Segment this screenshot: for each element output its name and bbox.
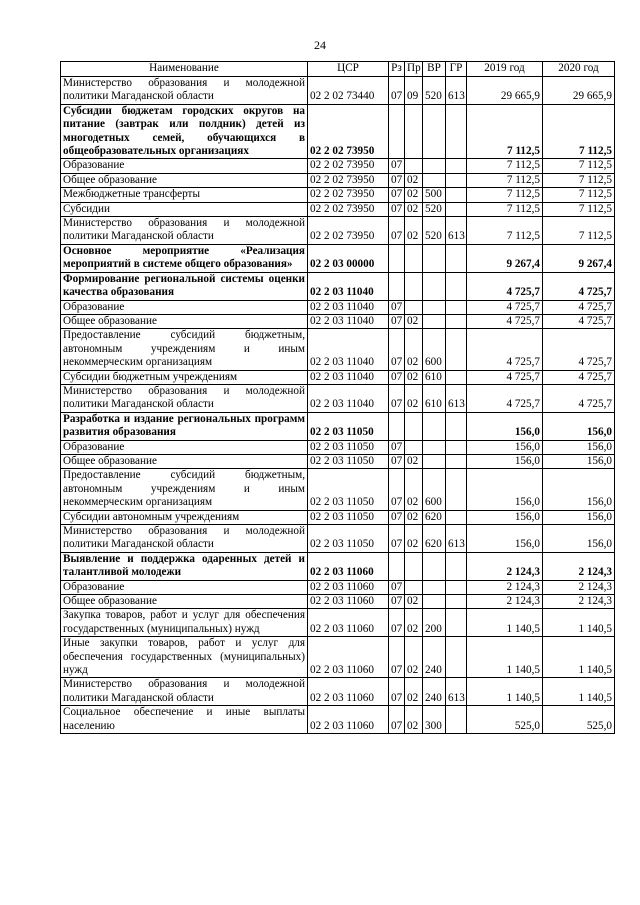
- header-2019: 2019 год: [467, 62, 543, 77]
- cell-gr: [446, 104, 467, 159]
- cell-2020: 7 112,5: [543, 202, 615, 216]
- cell-gr: [446, 706, 467, 734]
- cell-vr: [423, 552, 446, 580]
- cell-vr: [423, 454, 446, 468]
- cell-2019: 29 665,9: [467, 77, 543, 105]
- cell-pr: [405, 580, 423, 594]
- cell-rz: 07: [389, 510, 405, 524]
- table-row: [61, 202, 615, 216]
- cell-2019: 7 112,5: [467, 188, 543, 202]
- cell-rz: [389, 272, 405, 300]
- cell-rz: [389, 552, 405, 580]
- cell-rz: 07: [389, 173, 405, 187]
- cell-gr: [446, 188, 467, 202]
- cell-2019: 156,0: [467, 525, 543, 553]
- table-row: [61, 609, 615, 637]
- cell-2019: 7 112,5: [467, 159, 543, 173]
- cell-csr: 02 2 02 73950: [308, 202, 389, 216]
- cell-pr: [405, 272, 423, 300]
- cell-pr: 02: [405, 384, 423, 412]
- cell-pr: 02: [405, 525, 423, 553]
- cell-pr: [405, 412, 423, 440]
- cell-2020: 1 140,5: [543, 678, 615, 706]
- cell-2020: 525,0: [543, 706, 615, 734]
- cell-name: Субсидии бюджетам городских округов на питание (завтрак или полдник) детей из многодетных семей, обучающихся в общеобразовательных организациях: [61, 104, 308, 159]
- cell-vr: 300: [423, 706, 446, 734]
- cell-rz: 07: [389, 580, 405, 594]
- cell-pr: 02: [405, 314, 423, 328]
- cell-gr: [446, 314, 467, 328]
- cell-pr: 02: [405, 370, 423, 384]
- cell-2020: 7 112,5: [543, 217, 615, 245]
- cell-2020: 156,0: [543, 510, 615, 524]
- cell-gr: 613: [446, 678, 467, 706]
- cell-rz: 07: [389, 595, 405, 609]
- cell-name: Межбюджетные трансферты: [61, 188, 308, 202]
- cell-rz: 07: [389, 384, 405, 412]
- cell-gr: [446, 440, 467, 454]
- table-row: [61, 159, 615, 173]
- cell-name: Министерство образования и молодежной политики Магаданской области: [61, 678, 308, 706]
- cell-vr: 610: [423, 384, 446, 412]
- cell-gr: [446, 244, 467, 272]
- cell-gr: [446, 173, 467, 187]
- cell-2020: 7 112,5: [543, 104, 615, 159]
- cell-name: Общее образование: [61, 173, 308, 187]
- header-gr: ГР: [446, 62, 467, 77]
- header-rz: Рз: [389, 62, 405, 77]
- cell-rz: 07: [389, 314, 405, 328]
- cell-rz: 07: [389, 637, 405, 678]
- table-row: [61, 77, 615, 105]
- cell-rz: 07: [389, 217, 405, 245]
- cell-rz: 07: [389, 159, 405, 173]
- cell-2020: 9 267,4: [543, 244, 615, 272]
- table-row: [61, 370, 615, 384]
- cell-2019: 2 124,3: [467, 552, 543, 580]
- cell-pr: [405, 552, 423, 580]
- cell-vr: [423, 104, 446, 159]
- cell-csr: 02 2 03 11040: [308, 370, 389, 384]
- cell-2019: 525,0: [467, 706, 543, 734]
- cell-2019: 4 725,7: [467, 384, 543, 412]
- cell-2020: 7 112,5: [543, 159, 615, 173]
- cell-csr: 02 2 03 11050: [308, 469, 389, 510]
- cell-vr: 620: [423, 525, 446, 553]
- cell-2019: 7 112,5: [467, 202, 543, 216]
- table-row: [61, 314, 615, 328]
- cell-name: Субсидии автономным учреждениям: [61, 510, 308, 524]
- budget-table: [60, 61, 615, 734]
- table-row: [61, 580, 615, 594]
- table-row: [61, 454, 615, 468]
- cell-2020: 1 140,5: [543, 637, 615, 678]
- cell-rz: [389, 104, 405, 159]
- cell-2019: 156,0: [467, 440, 543, 454]
- cell-csr: 02 2 03 11040: [308, 272, 389, 300]
- cell-vr: 520: [423, 217, 446, 245]
- cell-csr: 02 2 03 11050: [308, 440, 389, 454]
- cell-2019: 156,0: [467, 469, 543, 510]
- cell-name: Министерство образования и молодежной политики Магаданской области: [61, 384, 308, 412]
- cell-2020: 4 725,7: [543, 370, 615, 384]
- cell-name: Общее образование: [61, 314, 308, 328]
- cell-pr: 02: [405, 173, 423, 187]
- cell-rz: [389, 412, 405, 440]
- cell-2020: 4 725,7: [543, 329, 615, 370]
- cell-pr: [405, 159, 423, 173]
- cell-name: Министерство образования и молодежной политики Магаданской области: [61, 217, 308, 245]
- cell-2020: 4 725,7: [543, 272, 615, 300]
- cell-name: Формирование региональной системы оценки качества образования: [61, 272, 308, 300]
- cell-csr: 02 2 03 11060: [308, 637, 389, 678]
- cell-csr: 02 2 03 11060: [308, 609, 389, 637]
- cell-rz: 07: [389, 525, 405, 553]
- cell-pr: [405, 440, 423, 454]
- cell-csr: 02 2 03 11060: [308, 706, 389, 734]
- header-pr: Пр: [405, 62, 423, 77]
- table-row: [61, 469, 615, 510]
- cell-2020: 1 140,5: [543, 609, 615, 637]
- cell-gr: [446, 300, 467, 314]
- cell-rz: 07: [389, 440, 405, 454]
- cell-vr: 500: [423, 188, 446, 202]
- cell-2019: 1 140,5: [467, 637, 543, 678]
- cell-2019: 156,0: [467, 412, 543, 440]
- cell-csr: 02 2 02 73440: [308, 77, 389, 105]
- cell-pr: 02: [405, 217, 423, 245]
- cell-gr: [446, 595, 467, 609]
- cell-csr: 02 2 03 11040: [308, 384, 389, 412]
- cell-name: Социальное обеспечение и иные выплаты населению: [61, 706, 308, 734]
- cell-name: Основное мероприятие «Реализация мероприятий в системе общего образования»: [61, 244, 308, 272]
- table-row: [61, 217, 615, 245]
- cell-vr: [423, 314, 446, 328]
- cell-gr: [446, 469, 467, 510]
- cell-2020: 7 112,5: [543, 188, 615, 202]
- cell-2019: 1 140,5: [467, 678, 543, 706]
- cell-2020: 4 725,7: [543, 314, 615, 328]
- cell-name: Образование: [61, 440, 308, 454]
- cell-name: Субсидии: [61, 202, 308, 216]
- cell-vr: 200: [423, 609, 446, 637]
- cell-name: Министерство образования и молодежной политики Магаданской области: [61, 525, 308, 553]
- cell-2019: 4 725,7: [467, 370, 543, 384]
- cell-csr: 02 2 03 11060: [308, 552, 389, 580]
- cell-csr: 02 2 03 11050: [308, 525, 389, 553]
- cell-csr: 02 2 03 11050: [308, 412, 389, 440]
- cell-name: Предоставление субсидий бюджетным, автономным учреждениям и иным некоммерческим организациям: [61, 469, 308, 510]
- cell-gr: 613: [446, 77, 467, 105]
- cell-vr: 240: [423, 678, 446, 706]
- cell-gr: 613: [446, 384, 467, 412]
- cell-2020: 156,0: [543, 454, 615, 468]
- cell-gr: 613: [446, 217, 467, 245]
- cell-2019: 2 124,3: [467, 580, 543, 594]
- cell-pr: 02: [405, 329, 423, 370]
- header-csr: ЦСР: [308, 62, 389, 77]
- cell-csr: 02 2 03 11040: [308, 329, 389, 370]
- cell-name: Иные закупки товаров, работ и услуг для обеспечения государственных (муниципальных) нужд: [61, 637, 308, 678]
- cell-2020: 2 124,3: [543, 552, 615, 580]
- cell-pr: 02: [405, 706, 423, 734]
- cell-gr: 613: [446, 525, 467, 553]
- cell-2019: 4 725,7: [467, 300, 543, 314]
- cell-2020: 4 725,7: [543, 384, 615, 412]
- cell-gr: [446, 370, 467, 384]
- cell-csr: 02 2 03 11040: [308, 300, 389, 314]
- cell-gr: [446, 510, 467, 524]
- cell-rz: 07: [389, 77, 405, 105]
- cell-2020: 2 124,3: [543, 595, 615, 609]
- header-2020: 2020 год: [543, 62, 615, 77]
- cell-pr: 02: [405, 609, 423, 637]
- cell-csr: 02 2 03 00000: [308, 244, 389, 272]
- table-row: [61, 104, 615, 159]
- table-row: [61, 244, 615, 272]
- cell-pr: [405, 104, 423, 159]
- cell-rz: 07: [389, 329, 405, 370]
- cell-2020: 156,0: [543, 412, 615, 440]
- table-row: [61, 706, 615, 734]
- table-row: [61, 510, 615, 524]
- cell-csr: 02 2 03 11060: [308, 678, 389, 706]
- cell-2020: 7 112,5: [543, 173, 615, 187]
- cell-name: Образование: [61, 159, 308, 173]
- cell-2020: 156,0: [543, 440, 615, 454]
- cell-2019: 7 112,5: [467, 173, 543, 187]
- cell-2020: 29 665,9: [543, 77, 615, 105]
- cell-rz: 07: [389, 706, 405, 734]
- cell-gr: [446, 454, 467, 468]
- cell-name: Образование: [61, 300, 308, 314]
- table-row: [61, 412, 615, 440]
- cell-vr: 600: [423, 329, 446, 370]
- cell-2019: 7 112,5: [467, 104, 543, 159]
- cell-pr: 02: [405, 595, 423, 609]
- cell-vr: [423, 159, 446, 173]
- cell-vr: [423, 272, 446, 300]
- cell-pr: [405, 300, 423, 314]
- cell-pr: 02: [405, 202, 423, 216]
- cell-gr: [446, 609, 467, 637]
- cell-csr: 02 2 03 11060: [308, 595, 389, 609]
- header-vr: ВР: [423, 62, 446, 77]
- cell-gr: [446, 637, 467, 678]
- table-row: [61, 552, 615, 580]
- cell-gr: [446, 329, 467, 370]
- cell-2019: 2 124,3: [467, 595, 543, 609]
- cell-2019: 4 725,7: [467, 314, 543, 328]
- cell-gr: [446, 159, 467, 173]
- cell-csr: 02 2 03 11040: [308, 314, 389, 328]
- table-row: [61, 188, 615, 202]
- cell-csr: 02 2 02 73950: [308, 159, 389, 173]
- cell-name: Образование: [61, 580, 308, 594]
- cell-name: Субсидии бюджетным учреждениям: [61, 370, 308, 384]
- cell-pr: 02: [405, 678, 423, 706]
- cell-rz: 07: [389, 678, 405, 706]
- cell-rz: [389, 244, 405, 272]
- cell-2019: 4 725,7: [467, 329, 543, 370]
- cell-vr: 600: [423, 469, 446, 510]
- cell-name: Министерство образования и молодежной политики Магаданской области: [61, 77, 308, 105]
- cell-name: Предоставление субсидий бюджетным, автономным учреждениям и иным некоммерческим организациям: [61, 329, 308, 370]
- table-row: [61, 329, 615, 370]
- cell-vr: 520: [423, 77, 446, 105]
- cell-csr: 02 2 02 73950: [308, 188, 389, 202]
- cell-vr: [423, 595, 446, 609]
- cell-csr: 02 2 03 11060: [308, 580, 389, 594]
- table-header-row: [61, 62, 615, 77]
- table-row: [61, 678, 615, 706]
- cell-gr: [446, 580, 467, 594]
- cell-2020: 156,0: [543, 469, 615, 510]
- cell-2020: 2 124,3: [543, 580, 615, 594]
- cell-pr: [405, 244, 423, 272]
- cell-csr: 02 2 02 73950: [308, 104, 389, 159]
- cell-pr: 02: [405, 188, 423, 202]
- cell-rz: 07: [389, 609, 405, 637]
- cell-vr: [423, 173, 446, 187]
- cell-vr: 240: [423, 637, 446, 678]
- cell-csr: 02 2 02 73950: [308, 217, 389, 245]
- cell-pr: 02: [405, 510, 423, 524]
- cell-gr: [446, 412, 467, 440]
- page-number: 24: [314, 38, 326, 52]
- cell-vr: 610: [423, 370, 446, 384]
- cell-vr: 620: [423, 510, 446, 524]
- cell-rz: 07: [389, 454, 405, 468]
- header-name: Наименование: [61, 62, 308, 77]
- cell-csr: 02 2 03 11050: [308, 454, 389, 468]
- cell-vr: [423, 412, 446, 440]
- cell-2019: 1 140,5: [467, 609, 543, 637]
- cell-2019: 9 267,4: [467, 244, 543, 272]
- table-row: [61, 525, 615, 553]
- cell-rz: 07: [389, 469, 405, 510]
- cell-2019: 156,0: [467, 454, 543, 468]
- cell-2019: 156,0: [467, 510, 543, 524]
- cell-pr: 02: [405, 454, 423, 468]
- cell-rz: 07: [389, 202, 405, 216]
- cell-rz: 07: [389, 300, 405, 314]
- table-row: [61, 272, 615, 300]
- cell-vr: [423, 300, 446, 314]
- cell-name: Выявление и поддержка одаренных детей и талантливой молодежи: [61, 552, 308, 580]
- table-body: [61, 77, 615, 734]
- cell-vr: [423, 244, 446, 272]
- table-row: [61, 384, 615, 412]
- cell-name: Общее образование: [61, 595, 308, 609]
- cell-2020: 4 725,7: [543, 300, 615, 314]
- table-row: [61, 637, 615, 678]
- cell-pr: 02: [405, 469, 423, 510]
- cell-rz: 07: [389, 370, 405, 384]
- cell-csr: 02 2 03 11050: [308, 510, 389, 524]
- cell-csr: 02 2 02 73950: [308, 173, 389, 187]
- cell-pr: 09: [405, 77, 423, 105]
- cell-rz: 07: [389, 188, 405, 202]
- cell-2019: 7 112,5: [467, 217, 543, 245]
- cell-name: Общее образование: [61, 454, 308, 468]
- table-row: [61, 595, 615, 609]
- cell-name: Разработка и издание региональных программ развития образования: [61, 412, 308, 440]
- cell-gr: [446, 272, 467, 300]
- table-row: [61, 300, 615, 314]
- table-row: [61, 440, 615, 454]
- cell-vr: [423, 580, 446, 594]
- cell-gr: [446, 552, 467, 580]
- cell-vr: 520: [423, 202, 446, 216]
- cell-name: Закупка товаров, работ и услуг для обеспечения государственных (муниципальных) нужд: [61, 609, 308, 637]
- cell-gr: [446, 202, 467, 216]
- table-row: [61, 173, 615, 187]
- cell-pr: 02: [405, 637, 423, 678]
- cell-2019: 4 725,7: [467, 272, 543, 300]
- cell-vr: [423, 440, 446, 454]
- cell-2020: 156,0: [543, 525, 615, 553]
